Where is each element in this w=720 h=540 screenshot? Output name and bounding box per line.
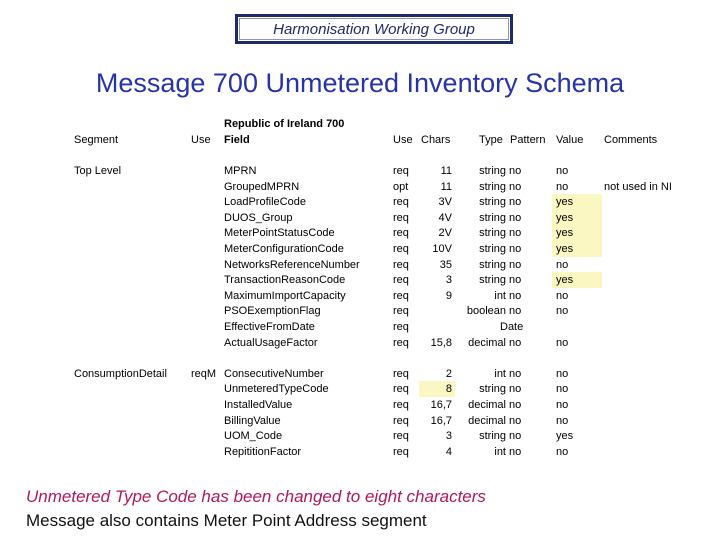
cell-chars: 2 xyxy=(445,368,452,380)
cell-type: string xyxy=(479,383,506,395)
cell-type: int xyxy=(494,290,506,302)
cell-pattern: no xyxy=(509,446,522,458)
col-header-use: Use xyxy=(191,134,211,146)
col-header-value: Value xyxy=(556,134,584,146)
page-title: Message 700 Unmetered Inventory Schema xyxy=(95,68,625,98)
cell-value: no xyxy=(556,259,569,271)
cell-comments: not used in NI xyxy=(604,181,672,193)
cell-field: MeterPointStatusCode xyxy=(224,227,335,239)
cell-pattern: no xyxy=(509,181,522,193)
cell-pattern: no xyxy=(509,368,522,380)
cell-pattern: no xyxy=(509,227,522,239)
cell-value: no xyxy=(556,399,569,411)
cell-use2: req xyxy=(393,430,409,442)
col-header-comments: Comments xyxy=(604,134,658,146)
cell-type: decimal xyxy=(468,415,506,427)
col-header-field: Field xyxy=(224,134,250,146)
cell-use2: req xyxy=(393,165,409,177)
cell-field: UOM_Code xyxy=(224,430,283,442)
cell-value: no xyxy=(556,165,569,177)
cell-pattern: no xyxy=(509,290,522,302)
cell-type: string xyxy=(479,274,506,286)
cell-value: no xyxy=(556,305,569,317)
cell-value: yes xyxy=(556,430,574,442)
cell-use2: req xyxy=(393,368,409,380)
cell-use2: req xyxy=(393,274,409,286)
cell-pattern: no xyxy=(509,415,522,427)
cell-pattern: no xyxy=(509,212,522,224)
cell-value: yes xyxy=(556,243,574,255)
cell-field: RepititionFactor xyxy=(224,446,302,458)
cell-pattern: no xyxy=(509,274,522,286)
cell-type: int xyxy=(494,368,506,380)
cell-pattern: no xyxy=(509,165,522,177)
cell-type: string xyxy=(479,181,506,193)
cell-use: reqM xyxy=(191,368,217,380)
cell-field: PSOExemptionFlag xyxy=(224,305,321,317)
cell-value: no xyxy=(556,181,569,193)
cell-pattern: no xyxy=(509,430,522,442)
cell-pattern: no xyxy=(509,243,522,255)
cell-use2: opt xyxy=(393,181,409,193)
note-address: Message also contains Meter Point Address segment xyxy=(26,511,427,530)
cell-type: string xyxy=(479,430,506,442)
cell-use2: req xyxy=(393,305,409,317)
cell-field: TransactionReasonCode xyxy=(224,274,346,286)
cell-field: ConsecutiveNumber xyxy=(224,368,324,380)
cell-field: GroupedMPRN xyxy=(224,181,300,193)
cell-chars: 16,7 xyxy=(430,415,452,427)
cell-type: string xyxy=(479,212,506,224)
cell-value: no xyxy=(556,383,569,395)
cell-use2: req xyxy=(393,321,409,333)
cell-value: no xyxy=(556,337,569,349)
cell-type: boolean xyxy=(466,305,506,317)
cell-chars: 3 xyxy=(445,274,452,286)
cell-use2: req xyxy=(393,399,409,411)
col-header-chars: Chars xyxy=(421,134,451,146)
cell-use2: req xyxy=(393,446,409,458)
cell-use2: req xyxy=(393,212,409,224)
cell-use2: req xyxy=(393,415,409,427)
cell-field: InstalledValue xyxy=(224,399,293,411)
cell-value: no xyxy=(556,290,569,302)
cell-type: string xyxy=(479,227,506,239)
cell-pattern: no xyxy=(509,196,522,208)
cell-segment: Top Level xyxy=(74,165,122,177)
cell-use2: req xyxy=(393,259,409,271)
cell-chars: 10V xyxy=(432,243,452,255)
cell-use2: req xyxy=(393,290,409,302)
cell-field: MPRN xyxy=(224,165,257,177)
cell-chars: 35 xyxy=(439,259,452,271)
cell-type: string xyxy=(479,196,506,208)
cell-type: string xyxy=(479,243,506,255)
cell-pattern: no xyxy=(509,259,522,271)
cell-chars: 9 xyxy=(445,290,452,302)
cell-chars: 11 xyxy=(440,181,452,193)
cell-chars: 8 xyxy=(445,383,452,395)
header-label: Harmonisation Working Group xyxy=(273,20,475,38)
cell-pattern: no xyxy=(509,305,522,317)
cell-value: yes xyxy=(556,274,574,286)
cell-chars: 3V xyxy=(438,196,452,208)
cell-type: decimal xyxy=(468,399,506,411)
cell-type: string xyxy=(479,259,506,271)
cell-value: no xyxy=(556,446,569,458)
cell-segment: ConsumptionDetail xyxy=(74,368,167,380)
cell-value: yes xyxy=(556,212,574,224)
cell-value: yes xyxy=(556,227,574,239)
cell-field: LoadProfileCode xyxy=(224,196,306,208)
cell-chars: 15,8 xyxy=(430,337,452,349)
cell-pattern: no xyxy=(509,337,522,349)
group-heading: Republic of Ireland 700 xyxy=(224,118,345,130)
cell-chars: 2V xyxy=(438,227,452,239)
cell-chars: 4V xyxy=(438,212,452,224)
cell-pattern: Date xyxy=(500,321,524,333)
cell-use2: req xyxy=(393,337,409,349)
cell-field: NetworksReferenceNumber xyxy=(224,259,360,271)
cell-field: ActualUsageFactor xyxy=(224,337,318,349)
cell-value: no xyxy=(556,368,569,380)
cell-field: MeterConfigurationCode xyxy=(224,243,344,255)
cell-pattern: no xyxy=(509,383,522,395)
col-header-segment: Segment xyxy=(74,134,119,146)
cell-use2: req xyxy=(393,243,409,255)
cell-type: string xyxy=(479,165,506,177)
cell-type: int xyxy=(494,446,506,458)
cell-value: yes xyxy=(556,196,574,208)
cell-field: EffectiveFromDate xyxy=(224,321,315,333)
col-header-pattern: Pattern xyxy=(510,134,546,146)
cell-use2: req xyxy=(393,383,409,395)
cell-chars: 11 xyxy=(440,165,452,177)
cell-pattern: no xyxy=(509,399,522,411)
cell-field: DUOS_Group xyxy=(224,212,293,224)
col-header-use2: Use xyxy=(393,134,413,146)
cell-field: UnmeteredTypeCode xyxy=(224,383,329,395)
cell-use2: req xyxy=(393,227,409,239)
note-change: Unmetered Type Code has been changed to eight characters xyxy=(26,487,486,506)
cell-value: no xyxy=(556,415,569,427)
cell-field: MaximumImportCapacity xyxy=(224,290,346,302)
cell-use2: req xyxy=(393,196,409,208)
cell-chars: 16,7 xyxy=(430,399,452,411)
cell-chars: 4 xyxy=(445,446,452,458)
col-header-type: Type xyxy=(479,134,503,146)
cell-field: BillingValue xyxy=(224,415,281,427)
cell-type: decimal xyxy=(468,337,506,349)
cell-chars: 3 xyxy=(445,430,452,442)
